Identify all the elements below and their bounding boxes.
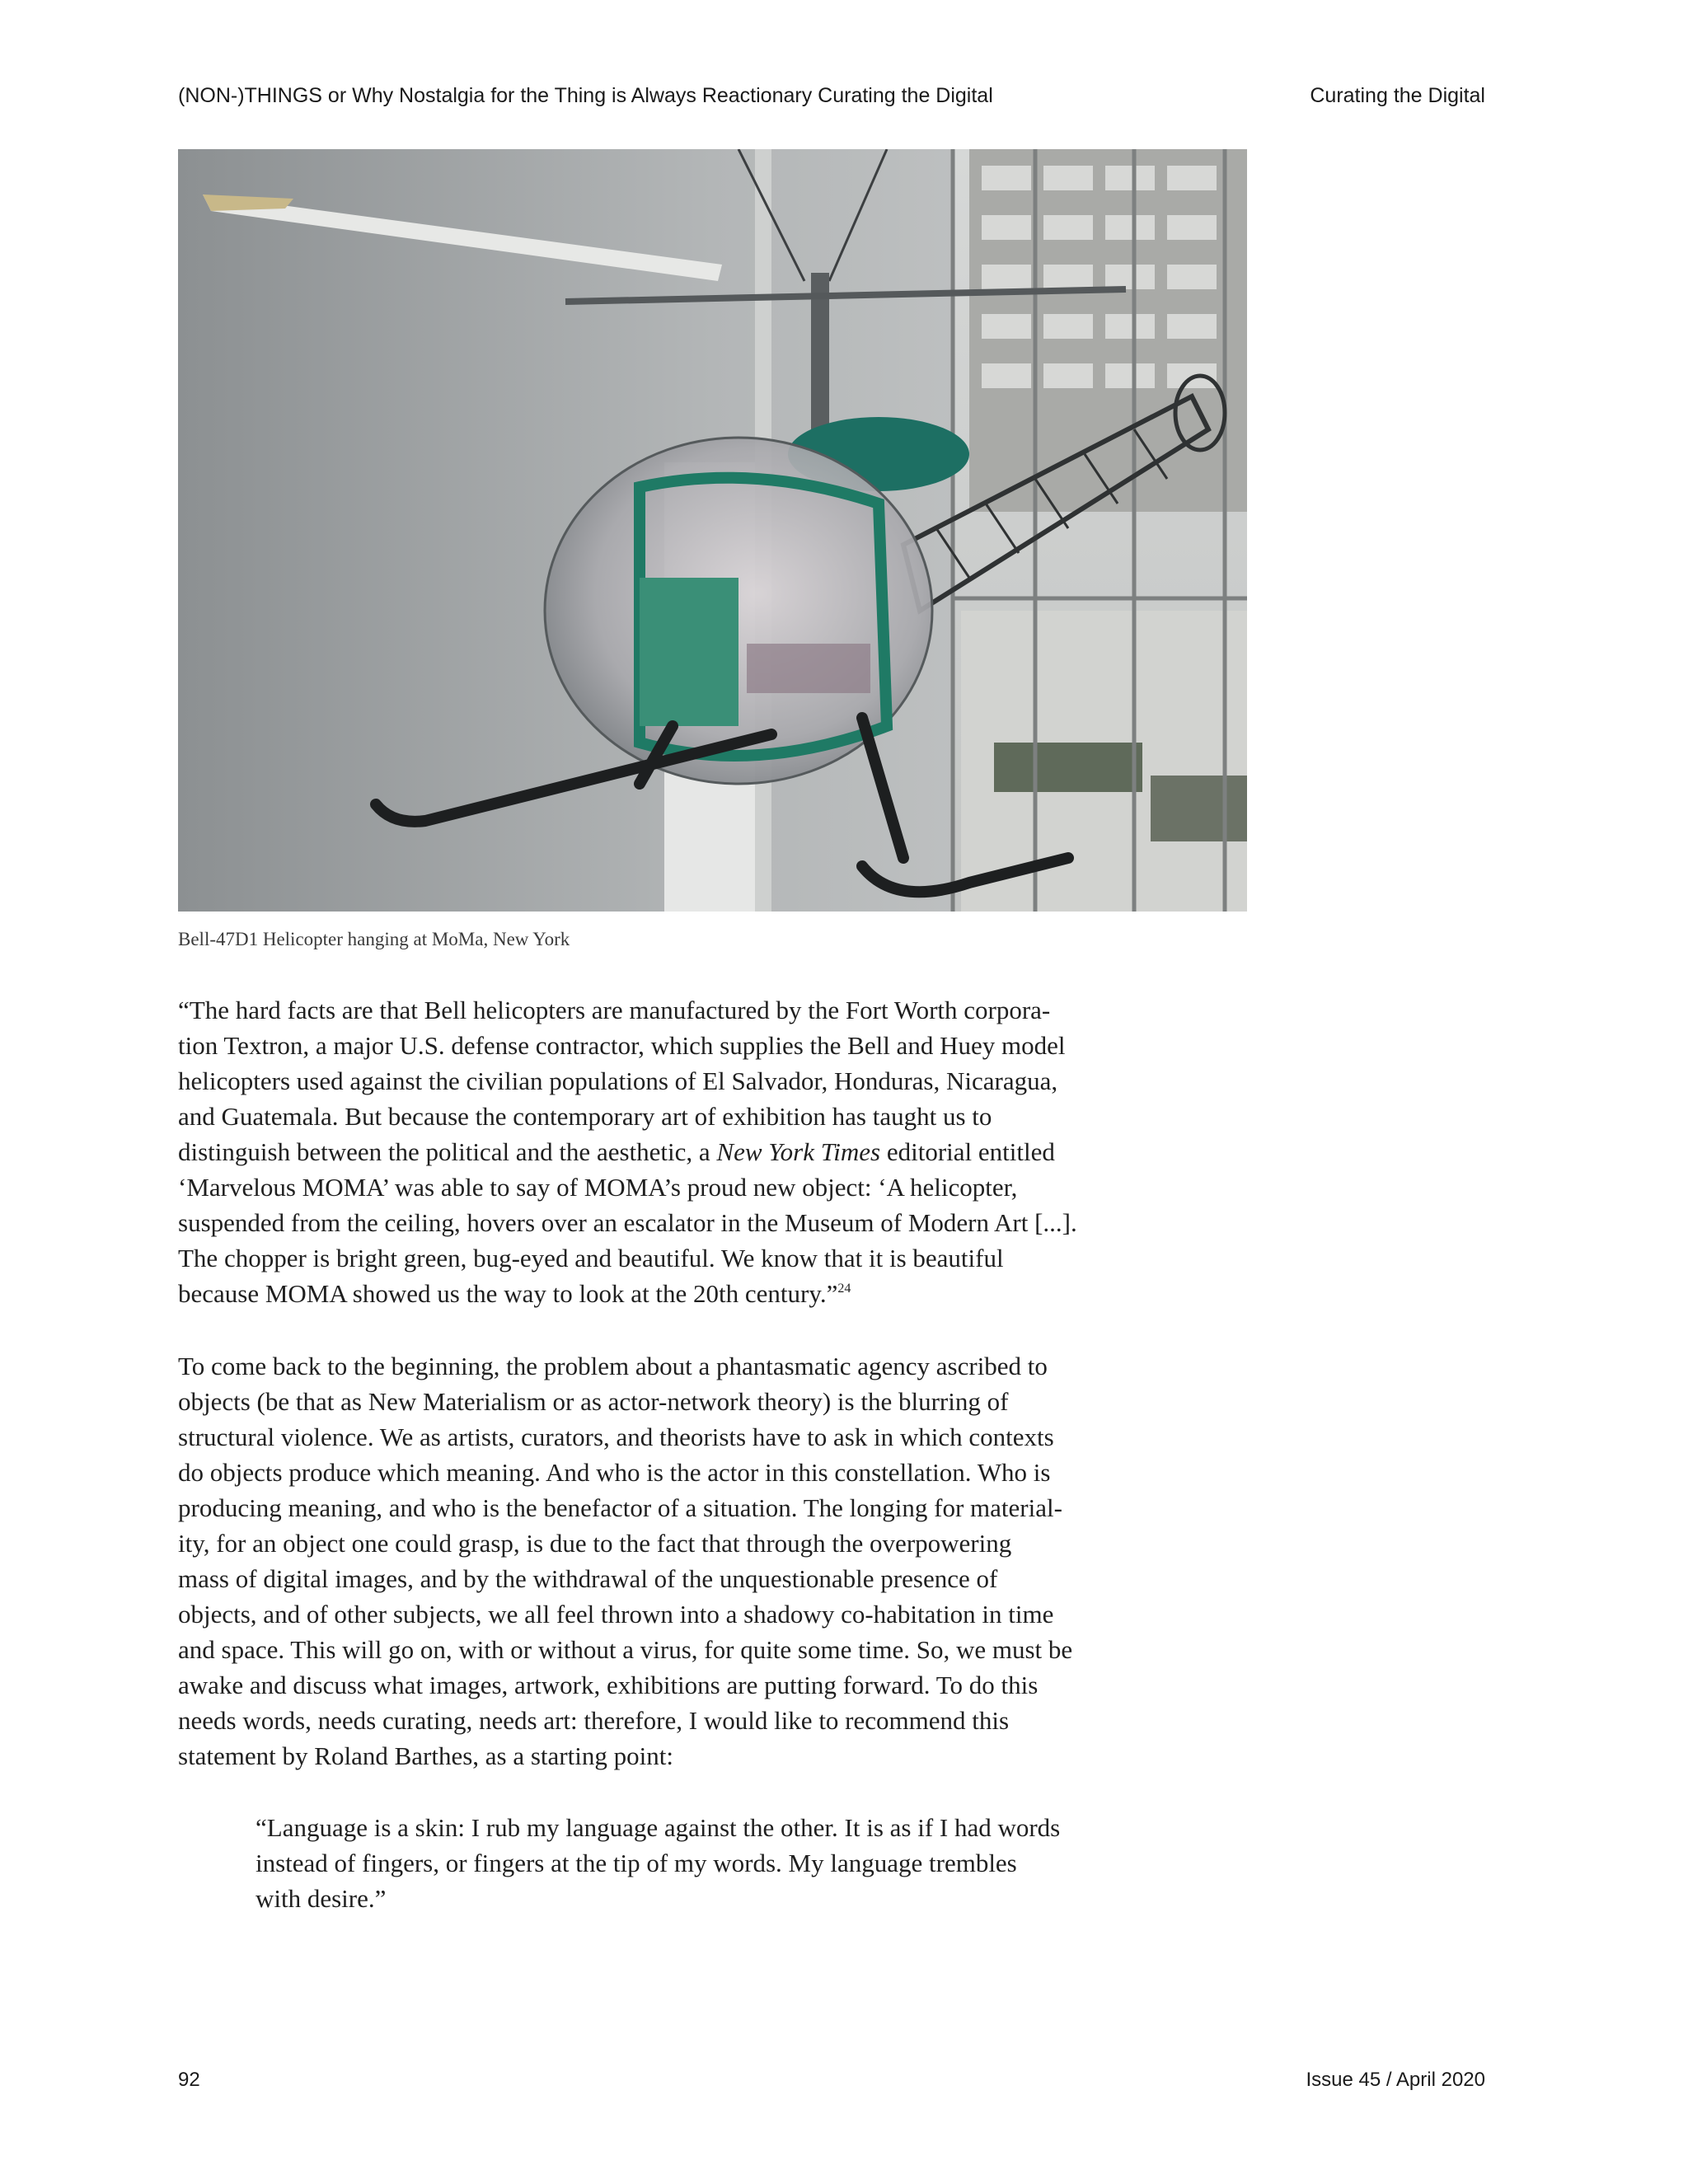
text-line: producing meaning, and who is the benefactor of a situation. The longing for material-	[178, 1493, 1062, 1522]
text-segment: distinguish between the political and the aesthetic, a	[178, 1137, 717, 1166]
text-line: with desire.”	[256, 1884, 387, 1913]
text-line	[178, 1276, 1250, 1311]
text-line: To come back to the beginning, the problem about a phantasmatic agency ascribed to	[178, 1352, 1048, 1380]
text-line: objects (be that as New Materialism or as actor-network theory) is the blurring of	[178, 1387, 1009, 1416]
text-line: “The hard facts are that Bell helicopters are manufactured by the Fort Worth corpora-	[178, 996, 1051, 1024]
text-line: and Guatemala. But because the contemporary art of exhibition has taught us to	[178, 1102, 992, 1131]
helicopter-photo	[178, 149, 1247, 912]
paragraph-main	[178, 1348, 1250, 1774]
text-line: and space. This will go on, with or without a virus, for quite some time. So, we must be	[178, 1635, 1073, 1664]
text-line: ‘Marvelous MOMA’ was able to say of MOMA’s proud new object: ‘A helicopter,	[178, 1173, 1018, 1202]
text-line: ity, for an object one could grasp, is due to the fact that through the overpowering	[178, 1529, 1012, 1558]
footnote-ref[interactable]: 24	[837, 1282, 851, 1296]
text-line: do objects produce which meaning. And who is the actor in this constellation. Who is	[178, 1458, 1051, 1487]
newspaper-title: New York Times	[716, 1137, 881, 1166]
text-segment: editorial entitled	[880, 1137, 1055, 1166]
issue-info: Issue 45 / April 2020	[1306, 2069, 1485, 2091]
page-footer	[178, 2069, 1485, 2093]
text-line: statement by Roland Barthes, as a starting point:	[178, 1741, 673, 1770]
text-line: The chopper is bright green, bug-eyed and beautiful. We know that it is beautiful	[178, 1244, 1004, 1272]
text-line: helicopters used against the civilian populations of El Salvador, Honduras, Nicaragua,	[178, 1066, 1058, 1095]
text-line: needs words, needs curating, needs art: therefore, I would like to recommend this	[178, 1706, 1010, 1735]
barthes-blockquote	[256, 1810, 1327, 1916]
header-section: Curating the Digital	[1310, 84, 1485, 107]
page-number: 92	[178, 2069, 200, 2091]
figure-caption: Bell-47D1 Helicopter hanging at MoMa, New York	[178, 929, 570, 949]
text-line: awake and discuss what images, artwork, exhibitions are putting forward. To do this	[178, 1671, 1039, 1699]
text-line: objects, and of other subjects, we all feel thrown into a shadowy co-habitation in time	[178, 1600, 1054, 1629]
text-line	[178, 1134, 1250, 1169]
text-line: instead of fingers, or fingers at the tip of my words. My language trembles	[256, 1849, 1017, 1877]
text-line: structural violence. We as artists, curators, and theorists have to ask in which contexts	[178, 1422, 1054, 1451]
running-header	[178, 84, 1485, 112]
text-line: mass of digital images, and by the withdrawal of the unquestionable presence of	[178, 1564, 998, 1593]
header-title: (NON-)THINGS or Why Nostalgia for the Thing is Always Reactionary Curating the Digital	[178, 84, 993, 107]
text-segment: because MOMA showed us the way to look at the 20th century.”	[178, 1279, 838, 1308]
text-line: suspended from the ceiling, hovers over an escalator in the Museum of Modern Art [...].	[178, 1208, 1077, 1237]
helicopter-illustration	[178, 149, 1247, 912]
paragraph-quote-bell	[178, 992, 1250, 1311]
text-line: “Language is a skin: I rub my language against the other. It is as if I had words	[256, 1813, 1061, 1842]
text-line: tion Textron, a major U.S. defense contractor, which supplies the Bell and Huey model	[178, 1031, 1066, 1060]
